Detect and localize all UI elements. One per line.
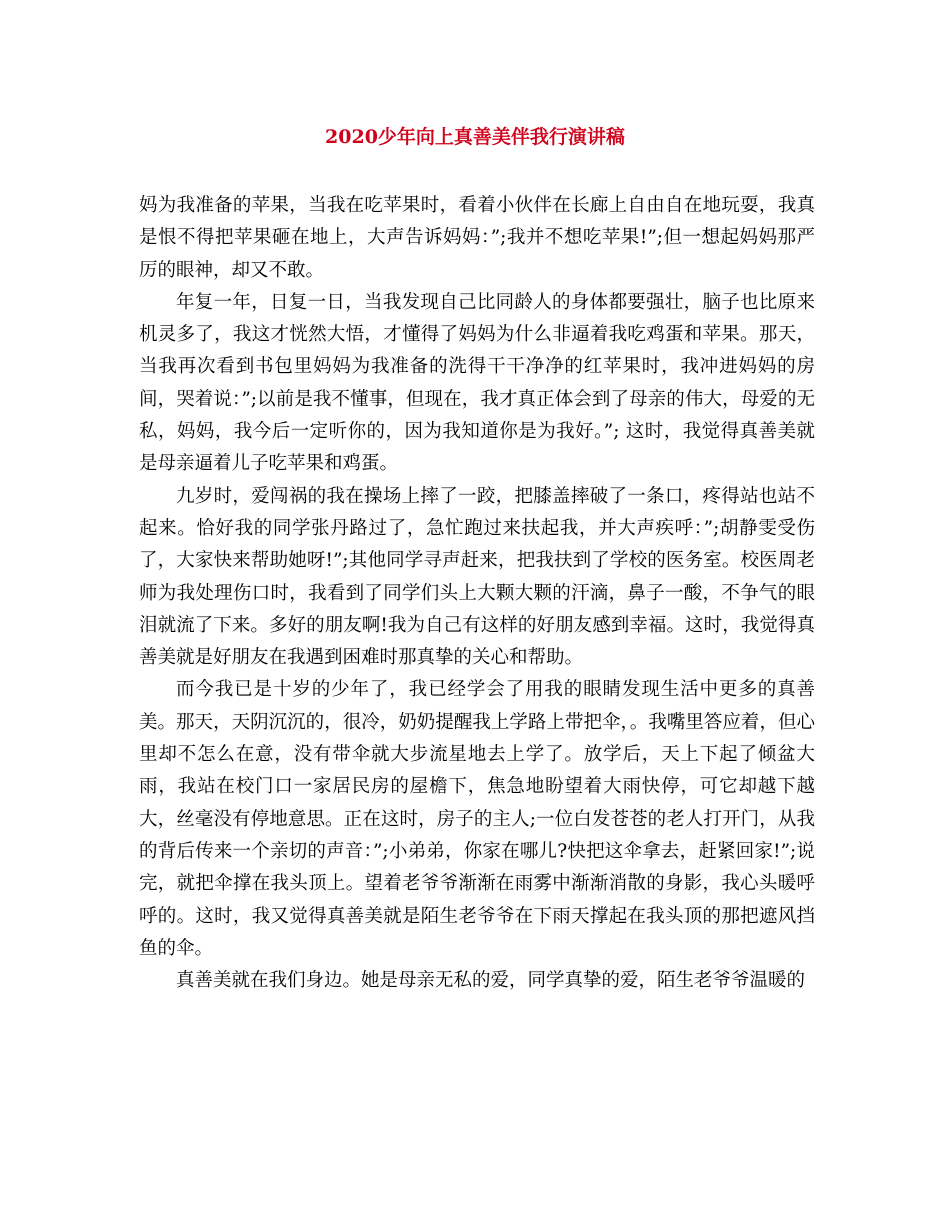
document-body bbox=[139, 190, 815, 997]
paragraph: 年复一年，日复一日，当我发现自己比同龄人的身体都要强壮，脑子也比原来机灵多了，我这才恍然大悟，才懂得了妈妈为什么非逼着我吃鸡蛋和苹果。那天，当我再次看到书包里妈妈为我准备的洗得干干净净的红苹果时，我冲进妈妈的房间，哭着说：”;以前是我不懂事，但现在，我才真正体会到了母亲的伟大，母爱的无私，妈妈，我今后一定听你的，因为我知道你是为我好。”; 这时，我觉得真善美就是母亲逼着儿子吃苹果和鸡蛋。 bbox=[139, 291, 815, 475]
paragraph: 九岁时，爱闯祸的我在操场上摔了一跤，把膝盖摔破了一条口，疼得站也站不起来。恰好我的同学张丹路过了，急忙跑过来扶起我，并大声疾呼：”;胡静雯受伤了，大家快来帮助她呀!”;其他同学寻声赶来，把我扶到了学校的医务室。校医周老师为我处理伤口时，我看到了同学们头上大颗大颗的汗滴，鼻子一酸，不争气的眼泪就流了下来。多好的朋友啊!我为自己有这样的好朋友感到幸福。这时，我觉得真善美就是好朋友在我遇到困难时那真挚的关心和帮助。 bbox=[139, 485, 815, 669]
document-title: 2020少年向上真善美伴我行演讲稿 bbox=[325, 126, 625, 148]
paragraph: 而今我已是十岁的少年了，我已经学会了用我的眼睛发现生活中更多的真善美。那天，天阴沉沉的，很冷，奶奶提醒我上学路上带把伞，。我嘴里答应着，但心里却不怎么在意，没有带伞就大步流星地去上学了。放学后，天上下起了倾盆大雨，我站在校门口一家居民房的屋檐下，焦急地盼望着大雨快停，可它却越下越大，丝毫没有停地意思。正在这时，房子的主人;一位白发苍苍的老人打开门，从我的背后传来一个亲切的声音：”;小弟弟，你家在哪儿?快把这伞拿去，赶紧回家!”;说完，就把伞撑在我头顶上。望着老爷爷渐渐在雨雾中渐渐消散的身影，我心头暖呼呼的。这时，我又觉得真善美就是陌生老爷爷在下雨天撑起在我头顶的那把遮风挡鱼的伞。 bbox=[139, 679, 815, 959]
paragraph-continued: 妈为我准备的苹果，当我在吃苹果时，看着小伙伴在长廊上自由自在地玩耍，我真是恨不得把苹果砸在地上，大声告诉妈妈：”;我并不想吃苹果!”;但一想起妈妈那严厉的眼神，却又不敢。 bbox=[139, 195, 815, 281]
paragraph: 真善美就在我们身边。她是母亲无私的爱，同学真挚的爱，陌生老爷爷温暖的 bbox=[176, 970, 806, 992]
